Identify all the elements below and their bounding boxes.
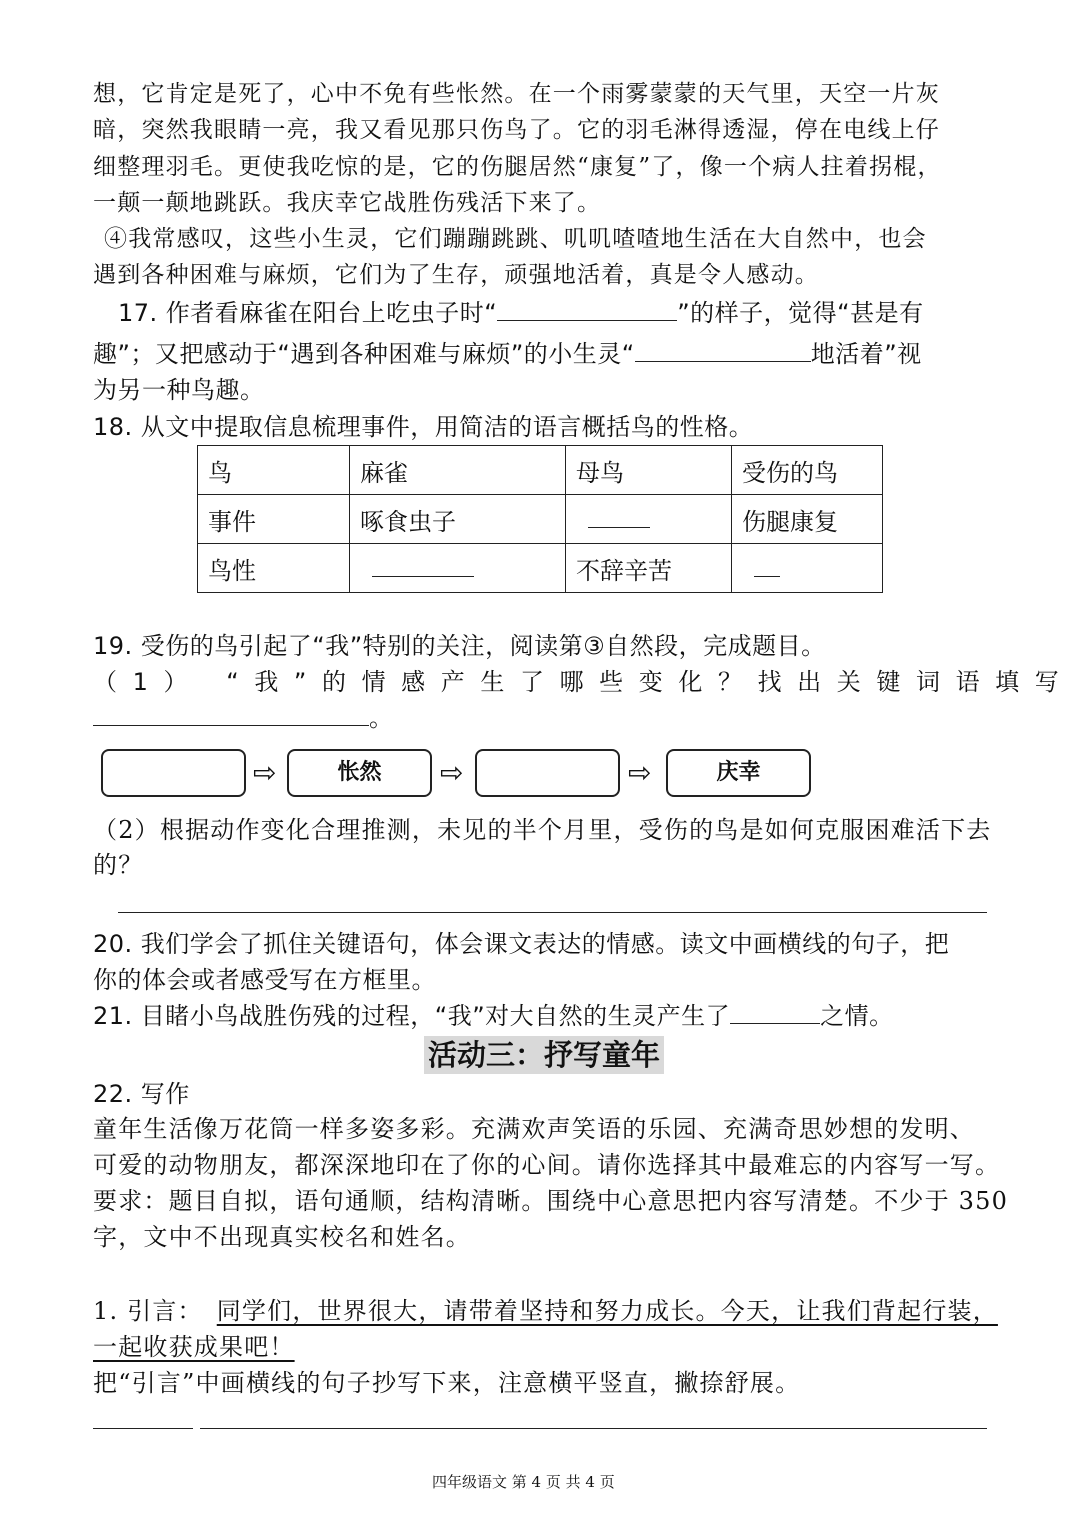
passage-line: ④我常感叹，这些小生灵，它们蹦蹦跳跳、叽叽喳喳地生活在大自然中，也会 [104,226,927,252]
table-cell: 不辞辛苦 [566,544,732,593]
answer-line[interactable] [118,912,987,913]
q22-line: 要求：题目自拟，语句通顺，结构清晰。围绕中心意思把内容写清楚。不少于 350 [93,1187,1009,1215]
q20-line-2: 你的体会或者感受写在方框里。 [93,966,436,994]
table-cell: 啄食虫子 [350,495,566,544]
passage-line: 遇到各种困难与麻烦，它们为了生存，顽强地活着，真是令人感动。 [93,262,819,288]
answer-blank[interactable] [497,298,677,321]
answer-line[interactable] [200,1428,987,1429]
q19-sub1: （1） “我”的情感产生了哪些变化？找出关键词语填写 [93,668,1075,696]
table-cell: 鸟性 [198,544,350,593]
q19-sub1-answer: 。 [93,699,394,737]
answer-blank[interactable] [93,703,369,726]
table-cell: 伤腿康复 [732,495,883,544]
passage-line: 想，它肯定是死了，心中不免有些怅然。在一个雨雾蒙蒙的天气里，天空一片灰 [93,81,940,107]
arrow-right-icon: ⇨ [253,756,277,789]
q17-line-2: 趣”；又把感动于“遇到各种困难与麻烦”的小生灵“ 地活着”视 [93,340,922,368]
page-footer: 四年级语文 第 4 页 共 4 页 [432,1473,615,1491]
bird-table [197,445,883,593]
table-cell-blank[interactable] [732,544,883,593]
intro-line-2 [93,1329,295,1365]
q22-line: 童年生活像万花筒一样多姿多彩。充满欢声笑语的乐园、充满奇思妙想的发明、 [93,1115,975,1143]
answer-blank[interactable] [754,554,780,577]
q21-line: 21. 目睹小鸟战胜伤残的过程，“我”对大自然的生灵产生了 之情。 [93,1002,894,1030]
q19-sub2-line-2: 的？ [93,851,144,879]
section-heading: 活动三：抒写童年 [424,1036,664,1074]
emotion-box-2: 怅然 [287,749,432,797]
copy-instruction: 把“引言”中画横线的句子抄写下来，注意横平竖直，撇捺舒展。 [93,1369,801,1397]
q19-title: 19. 受伤的鸟引起了“我”特别的关注，阅读第③自然段，完成题目。 [93,632,826,660]
q17-line-1: 17. 作者看麻雀在阳台上吃虫子时“ ”的样子，觉得“甚是有 [118,299,924,327]
table-cell: 受伤的鸟 [732,446,883,495]
answer-line[interactable] [93,1428,193,1429]
answer-blank[interactable] [372,554,474,577]
q22-line: 可爱的动物朋友，都深深地印在了你的心间。请你选择其中最难忘的内容写一写。 [93,1151,1001,1179]
table-cell: 鸟 [198,446,350,495]
q20-line-1: 20. 我们学会了抓住关键语句，体会课文表达的情感。读文中画横线的句子，把 [93,930,950,958]
q19-sub2-line-1: （2）根据动作变化合理推测，未见的半个月里，受伤的鸟是如何克服困难活下去 [93,816,992,844]
table-cell-blank[interactable] [350,544,566,593]
q17-line-3: 为另一种鸟趣。 [93,376,265,404]
underlined-quote: 一起收获成果吧！ [93,1333,295,1361]
arrow-right-icon: ⇨ [628,756,652,789]
intro-line-1: 1. 引言： 同学们，世界很大，请带着坚持和努力成长。今天，让我们背起行装， [93,1297,998,1325]
arrow-right-icon: ⇨ [440,756,464,789]
table-row [198,544,883,593]
passage-line: 暗，突然我眼睛一亮，我又看见那只伤鸟了。它的羽毛淋得透湿，停在电线上仔 [93,117,940,143]
table-cell: 麻雀 [350,446,566,495]
q18-title: 18. 从文中提取信息梳理事件，用简洁的语言概括鸟的性格。 [93,413,754,441]
emotion-box-3[interactable] [475,749,620,797]
underlined-quote: 同学们，世界很大，请带着坚持和努力成长。今天，让我们背起行装， [216,1297,998,1325]
answer-blank[interactable] [588,505,650,528]
passage-line: 细整理羽毛。更使我吃惊的是，它的伤腿居然“康复”了，像一个病人拄着拐棍， [93,154,942,180]
q22-title: 22. 写作 [93,1080,190,1108]
q22-line: 字，文中不出现真实校名和姓名。 [93,1223,471,1251]
table-cell-blank[interactable] [566,495,732,544]
table-cell: 母鸟 [566,446,732,495]
table-row [198,495,883,544]
emotion-box-4: 庆幸 [666,749,811,797]
table-cell: 事件 [198,495,350,544]
passage-line: 一颠一颠地跳跃。我庆幸它战胜伤残活下来了。 [93,190,602,216]
table-row [198,446,883,495]
answer-blank[interactable] [635,339,811,362]
answer-blank[interactable] [730,1001,820,1024]
emotion-box-1[interactable] [101,749,246,797]
